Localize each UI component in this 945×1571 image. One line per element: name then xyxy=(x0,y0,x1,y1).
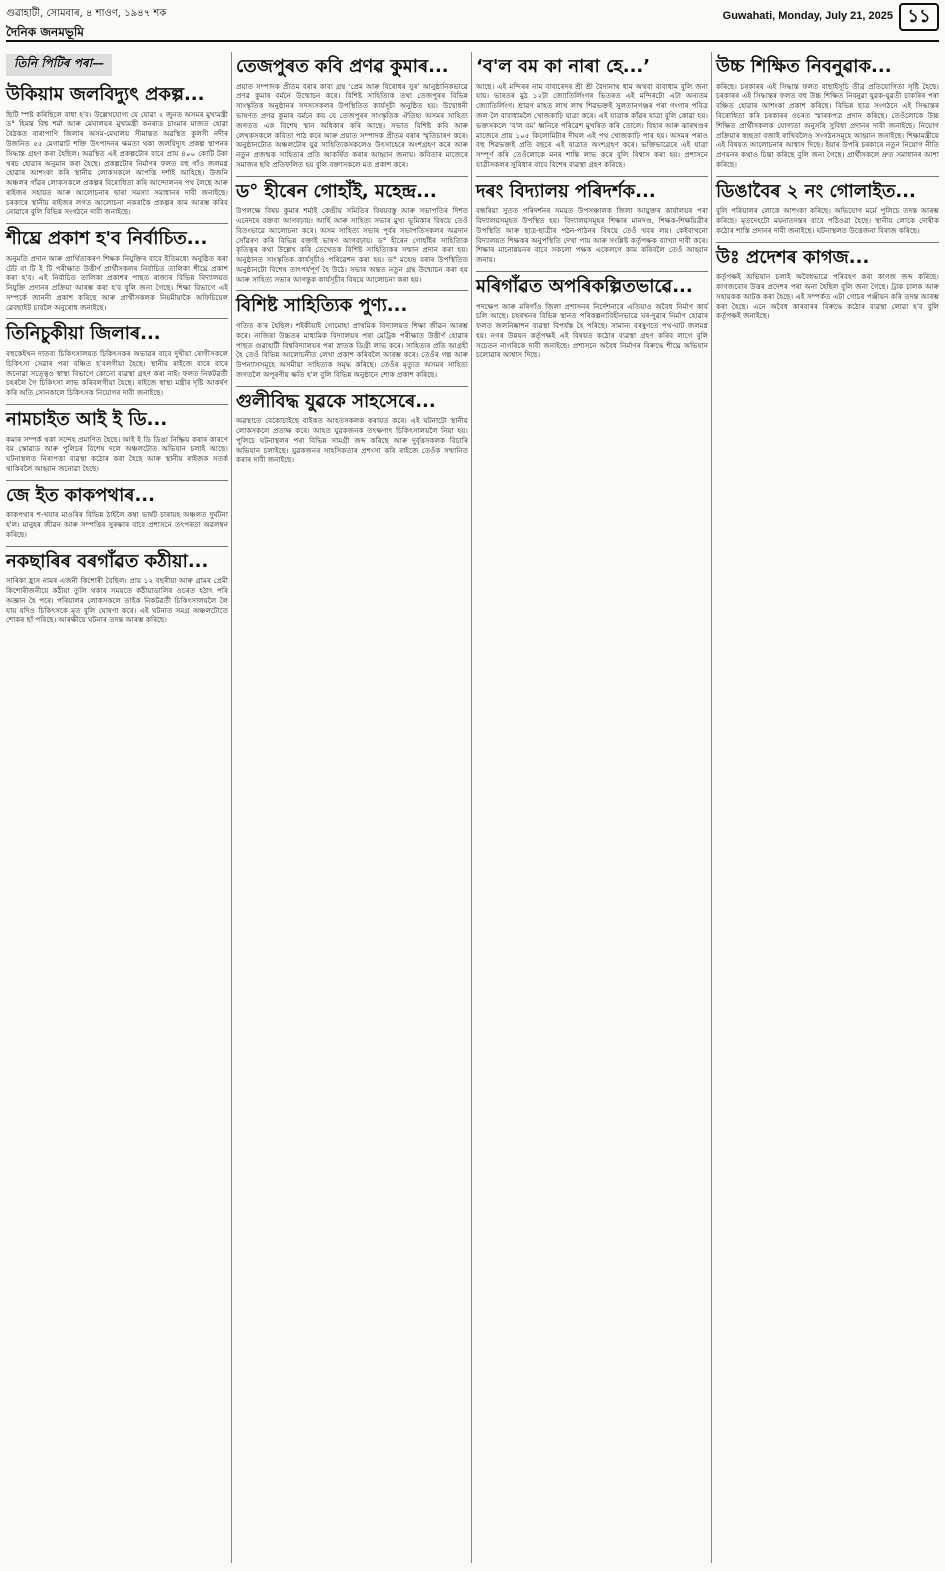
divider xyxy=(716,242,939,243)
headline-tinsukia: তিনিচুকীয়া জিলাৰ... xyxy=(6,323,161,345)
headline-kakpathar: জে ইত কাকপথাৰ... xyxy=(6,484,155,506)
article-body: কাকপথাৰ শ-খযাৰ মাওৰিৰ বিভিন্ন ঠাইলৈ কম্বা ভাৰ্ষট চাৰায়হ অঞ্চলত দুৰ্ঘটনা হ'ল। মানুহৰ জীৱন আৰু সম্পত্তিৰ সুৰক্ষাৰ বাবে প্ৰশাসনে তৎপৰতা অৱলম্বন কৰিছে। xyxy=(6,510,231,539)
article-body: অৱস্থাতে বেকোচাইছে বাইকত আহতসকলক কৰায়ত কৰে। এই ঘটনাটো স্থানীয় লোকসকলে প্ৰত্যক্ষ কৰে। আহত যুৱকজনক তৎক্ষণাৎ চিকিৎসালয়লৈ নিয়া হয়। পুলিচে ঘটনাস্থলৰ পৰা বিভিন্ন সামগ্ৰী জব্দ কৰিছে আৰু দুৰ্বৃত্তসকলক বিচাৰি অভিযান চলাইছে। যুৱকজনৰ সাহসিকতাৰ প্ৰশংসা কৰি ৰাইজে তেওঁক সন্মানিত কৰাৰ দাবী জনাইছে। xyxy=(236,416,471,465)
column-3 xyxy=(476,52,711,1563)
article-body: কৰিছে। চৰকাৰৰ এই সিদ্ধান্ত ফলত বাছাইসূচি তীব্ৰ প্ৰতিযোগিতা সৃষ্টি হৈছে। চৰকাৰৰ এই সিদ্ধান্তৰ ফলত বহু উচ্চ শিক্ষিত নিবনুৱা যুৱক-যুৱতী চাকৰিৰ পৰা বঞ্চিত হোৱাৰ আশংকা প্ৰকাশ কৰিছে। বিভিন্ন ছাত্ৰ সংগঠনে এই সিদ্ধান্তৰ বিৰোধিতা কৰি চৰকাৰৰ ওচৰত স্মাৰকপত্ৰ প্ৰদান কৰিছে। তেওঁলোকে উচ্চ শিক্ষিত প্ৰাৰ্থীসকলক যোগ্যতা অনুসৰি সুবিধা প্ৰদানৰ দাবী জনাইছে। নিয়োগ প্ৰক্ৰিয়াৰ স্বচ্ছতা বজাই ৰাখিবলৈও সংগঠনসমূহে আহ্বান জনাইছে। শিক্ষামন্ত্ৰীয়ে এই বিষয়ত আলোচনাৰ আশ্বাস দিছে। ইয়াৰ উপৰি চৰকাৰে নতুন নিয়োগ নীতি প্ৰণয়নৰ কথাও চিন্তা কৰিছে বুলি জনা গৈছে। প্ৰাৰ্থীসকলে দ্ৰুত সমাধানৰ আশা কৰিছে। xyxy=(716,81,942,169)
headline-up-paper: উঃ প্ৰদেশৰ কাগজ... xyxy=(716,246,870,268)
article-body: অনুমতি প্ৰদান আৰু প্ৰাৰ্থিতাকৰণ শিক্ষক নিযুক্তিৰ বাবে ইতিমধ্যে অনুষ্ঠিত কৰা টেট বা টি ই টি পৰীক্ষাত উত্তীৰ্ণ প্ৰাৰ্থীসকলৰ নিৰ্বাচিত তালিকা শীঘ্ৰে প্ৰকাশ কৰা হ'ব। এই নিৰ্বাচিত তালিকা প্ৰকাশৰ পাছত ৰাজ্যৰ বিভিন্ন বিদ্যালয়ত নিযুক্তি প্ৰদানৰ প্ৰক্ৰিয়া আৰম্ভ কৰা হ'ব বুলি জনা গৈছে। শিক্ষা বিভাগে এই সম্পৰ্কে জাননী প্ৰকাশ কৰিছে আৰু প্ৰাৰ্থীসকলক নিয়মীয়াকৈ অফিচিয়েল ৱেবছাইট চাবলৈ অনুৰোধ জনাইছে। xyxy=(6,253,231,312)
divider xyxy=(476,271,708,272)
headline-dingabai: ডিঙাবৈৰ ২ নং গোলাইত... xyxy=(716,180,916,202)
article-body: গতিত ক'ৰ হৈছিল। শইকীয়াই গোমোহা প্ৰাথমিক বিদ্যালয়ত শিক্ষা জীৱন আৰম্ভ কৰে। নাজিৰা উচ্চতৰ মাধ্যমিক বিদ্যালয়ৰ পৰা মেট্ৰিক পৰীক্ষাত উত্তীৰ্ণ হোৱাৰ পাছত গুৱাহাটী বিশ্ববিদ্যালয়ৰ পৰা স্নাতক ডিগ্ৰী লাভ কৰে। সাহিত্যৰ প্ৰতি আগ্ৰহী হৈ তেওঁ বিভিন্ন আলোচনীত লেখা প্ৰকাশ কৰিবলৈ আৰম্ভ কৰে। তেওঁৰ গল্প আৰু উপন্যাসসমূহে অসমীয়া সাহিত্যক সমৃদ্ধ কৰিছে। তেওঁৰ মৃত্যুত অসমৰ সাহিত্য জগতলৈ অপূৰণীয় ক্ষতি হ'ল বুলি বিভিন্ন অনুষ্ঠানে শোক প্ৰকাশ কৰিছে। xyxy=(236,321,471,379)
divider xyxy=(6,404,228,405)
masthead xyxy=(0,0,945,48)
paper-name: দৈনিক জনমভূমি xyxy=(6,25,84,39)
headline-selected-list: শীঘ্ৰে প্ৰকাশ হ'ব নিৰ্বাচিত... xyxy=(6,228,208,250)
article-body: পদক্ষেপ আৰু মৰিগাঁও জিলা প্ৰশাসনৰ নিৰ্দেশনাৰে এতিয়াও অবৈধ নিৰ্মাণ কাৰ্য চলি আছে। চহৰখনৰ বিভিন্ন স্থানত পৰিকল্পনাবিহীনভাৱে ঘৰ-দুৱাৰ নিৰ্মাণ হোৱাৰ ফলত জলনিষ্কাশন ব্যৱস্থা বিপৰ্যস্ত হৈ পৰিছে। সামান্য বৰষুণতে পথ-ঘাট জলমগ্ন হয়। নগৰ উন্নয়ন কৰ্তৃপক্ষই এই বিষয়ত কঠোৰ ব্যৱস্থা গ্ৰহণ কৰিব লাগে বুলি সচেতন নাগৰিকে দাবী জনাইছে। প্ৰশাসনে অবৈধ নিৰ্মাণৰ বিৰুদ্ধে শীঘ্ৰে অভিযান চলোৱাৰ আশ্বাস দিছে। xyxy=(476,301,711,360)
article-body: আছে। এই মন্দিৰৰ নাম বাবাৰেদৰ শ্ৰী শ্ৰী বৈদ্যনাথ ধাম অথবা বাবাধাম বুলি জনা যায়। ভাৰতৰ মুঠ ১২টা জ্যোতিৰ্লিংগৰ ভিতৰত এই মন্দিৰটো এটা অন্যতম জ্যোতিৰ্লিংগ। শ্ৰাৱণ মাহত লাখ লাখ শিৱভক্তই সুলতানগঞ্জৰ পৰা গংগাৰ পবিত্ৰ জল লৈ বাবাধামলৈ খোজকাঢ়ি যাত্ৰা কৰে। এই যাত্ৰাক কাঁৱৰ যাত্ৰা বুলি কোৱা হয়। ভক্তসকলে ‘ব'ল বম’ ধ্বনিৰে পৰিৱেশ মুখৰিত কৰি তোলে। বিহাৰ আৰু ঝাৰখণ্ডৰ মাজেৰে প্ৰায় ১০৫ কিলোমিটাৰ দীঘল এই পথ খোজকাঢ়ি পাৰ হয়। অসমৰ পৰাও বহু শিৱভক্তই প্ৰতি বছৰে এই যাত্ৰাত অংশগ্ৰহণ কৰে। ভক্তিভাৱেৰে এই যাত্ৰা সম্পূৰ্ণ কৰি তেওঁলোকে মনৰ শান্তি লাভ কৰে বুলি বিশ্বাস কৰা হয়। প্ৰশাসনে যাত্ৰীসকলৰ সুবিধাৰ বাবে বিশেষ ব্যৱস্থা গ্ৰহণ কৰিছে। xyxy=(476,81,711,169)
article-body: কৰ্তৃপক্ষই অভিযান চলাই অবৈধভাৱে পৰিবহণ কৰা কাগজ জব্দ কৰিছে। কাগজবোৰ উত্তৰ প্ৰদেশৰ পৰা অনা হৈছিল বুলি জনা গৈছে। ট্ৰাক চালক আৰু সহায়কক আটক কৰা হৈছে। এই সম্পৰ্কত এটা গোচৰ পঞ্জীয়ন কৰি তদন্ত আৰম্ভ কৰা হৈছে। এনে অবৈধ কাৰবাৰৰ বিৰুদ্ধে কঠোৰ ব্যৱস্থা লোৱা হ'ব বুলি কৰ্তৃপক্ষই জনাইছে। xyxy=(716,272,942,321)
article-body: বহুকেইখন দাতব্য চিকিৎসালয়ত চিকিৎসকৰ অভাৱৰ বাবে দুখীয়া ৰোগীসকলে চিকিৎসা সেৱাৰ পৰা বঞ্চিত হ'বলগীয়া হৈছে। স্থানীয় ৰাইজে বাৰে বাৰে জনোৱা সত্ত্বেও স্বাস্থ্য বিভাগে কোনো ব্যৱস্থা গ্ৰহণ কৰা নাই। ফলত নিকটৱৰ্তী চহৰলৈ গৈ চিকিৎসা লাভ কৰিবলগীয়া হৈছে। ৰাইজে স্বাস্থ্য মন্ত্ৰীৰ দৃষ্টি আকৰ্ষণ কৰি অতি সোনকালে চিকিৎসক নিয়োগৰ দাবী জনাইছে। xyxy=(6,349,231,398)
divider xyxy=(6,318,228,319)
section-kicker: তিনি পিটিৰ পৰা— xyxy=(6,54,112,76)
column-divider xyxy=(711,52,712,1563)
headline-nakchari: নকছাৰিৰ বৰগাঁৱত কঠীয়া... xyxy=(6,550,209,572)
headline-darrang-inspector: দৰং বিদ্যালয় পৰিদৰ্শক... xyxy=(476,180,656,202)
headline-hiren-gohain: ড° হীৰেন গোহাঁই, মহেন্দ্ৰ... xyxy=(236,180,437,202)
article-body: সাৰিকা হ্ৰাস নামৰ এজনী কিশোৰী বৈছিল। প্ৰায় ১২ বছৰীয়া আৰু গ্ৰামৰ প্ৰেমী কিশোৰীজনীয়ে কঠীয়া তুলি থকাৰ সময়তে কঠীয়াডালিৰ ওচৰত হঠাৎ পৰি অজ্ঞান হৈ পৰে। পৰিয়ালৰ লোকসকলে তাইক নিকটৱৰ্তী চিকিৎসালয়লৈ লৈ যায় যদিও চিকিৎসকে মৃত বুলি ঘোষণা কৰে। এই ঘটনাত সমগ্ৰ অঞ্চলটোতে শোকৰ ছাঁ পৰিছে। আৰক্ষীয়ে ঘটনাৰ তদন্ত আৰম্ভ কৰিছে। xyxy=(6,576,231,625)
headline-namsai-ied: নামচাইত আই ই ডি... xyxy=(6,408,168,430)
dateline-english: Guwahati, Monday, July 21, 2025 xyxy=(722,10,893,22)
divider xyxy=(6,546,228,547)
article-body: উপলক্ষে বিষয় কুমাৰ শৰ্মাই কেন্দ্ৰীয় সমিতিৰ বিষয়বস্তু আৰু সভাপতিৰ দিশত এনেদৰে বক্তব্য আগবঢ়ায়। আৰ্হি আৰু সাহিত্য সভাৰ মুখ্য ভূমিকাৰ বিষয়ে তেওঁ বিতংভাৱে আলোচনা কৰে। অসম সাহিত্য সভাৰ পূৰ্বৰ সভাপতিসকলৰ অৱদান সোঁৱৰণ কৰি বিভিন্ন বক্তাই ভাষণ আগবঢ়ায়। ড° হীৰেন গোহাঁইৰ সাহিত্যিক কৃতিত্বৰ কথা উল্লেখ কৰি তেখেতক বিশিষ্ট সাহিত্যিকৰ সন্মান প্ৰদান কৰা হয়। অনুষ্ঠানত সাংস্কৃতিক কাৰ্যসূচীও পৰিৱেশন কৰা হয়। ড° মহেন্দ্ৰ বৰাৰ উপস্থিতিত অনুষ্ঠানটো বিশেষ তাৎপৰ্যপূৰ্ণ হৈ উঠে। সভাৰ অন্তত নতুন গ্ৰন্থ উন্মোচন কৰা হয় আৰু সাহিত্য সভাৰ আগন্তুক কাৰ্যসূচীৰ বিষয়ে আলোচনা কৰা হয়। xyxy=(236,206,471,284)
divider xyxy=(236,176,468,177)
article-body: প্ৰয়াত সম্পাদক প্ৰীতম বৰাৰ কাব্য গ্ৰন্থ ‘প্ৰেম আৰু বিৰোধৰ সুৰ’ আনুষ্ঠানিকভাৱে প্ৰণৱ কুমাৰ বৰ্মনে উন্মোচন কৰে। বিশিষ্ট সাহিত্যিক তথা তেজপুৰৰ বিভিন্ন সাংস্কৃতিক অনুষ্ঠানৰ সদস্যসকলৰ উপস্থিতিত কাৰ্যসূচী অনুষ্ঠিত হয়। উদ্বোধনী ভাষণত প্ৰণৱ কুমাৰ বৰ্মনে কয় যে তেজপুৰৰ সাংস্কৃতিক ঐতিহ্য অসমৰ সাহিত্য জগতত এক বিশেষ স্থান অধিকাৰ কৰি আছে। সভাত বিশিষ্ট কবি আৰু লেখকসকলে কবিতা পাঠ কৰে আৰু প্ৰয়াত সম্পাদক প্ৰীতম বৰাৰ স্মৃতিচাৰণ কৰে। অনুষ্ঠানটোত অঞ্চলটোৰ যুৱ সাহিত্যিকসকলেও উৎসাহেৰে অংশগ্ৰহণ কৰে আৰু নতুন প্ৰজন্মক সাহিত্যৰ প্ৰতি আকৰ্ষিত কৰাৰ আহ্বান জনায়। কবিতাৰ মাজেৰে সমাজৰ ছবি প্ৰতিফলিত হয় বুলি বক্তাসকলে মত প্ৰকাশ কৰে। xyxy=(236,81,471,169)
divider xyxy=(716,176,939,177)
article-body: কমাৰ সম্পৰ্ক থকা সন্দেহ প্ৰমাণিত হৈছে। আই ই ডি ডিঙা নিষ্ক্ৰিয় কৰাৰ কাৰণে বম স্কোৱাড আৰু পুলিচৰ বিশেষ দলে অঞ্চলটোত অভিযান চলাই আছে। ঘটনাস্থলত নিৰাপত্তা ব্যৱস্থা কঠোৰ কৰা হৈছে আৰু স্থানীয় ৰাইজক সতৰ্ক থাকিবলৈ আহ্বান জনোৱা হৈছে। xyxy=(6,434,231,473)
dateline-assamese: গুৱাহাটী, সোমবাৰ, ৪ শাওণ, ১৯৪৭ শক xyxy=(6,8,167,19)
headline-educated-unemployed: উচ্চ শিক্ষিত নিবনুৱাক... xyxy=(716,56,892,77)
article-body: ছিটি স্পষ্ট কৰিছিলে বাধা হ'ব। উল্লেখযোগ্য যে যোৱা ২ জুনত অসমৰ মুখ্যমন্ত্ৰী ড° হিমন্ত বিশ্ব শৰ্মা আৰু মেঘালয়ৰ মুখ্যমন্ত্ৰী কনৰাড চাংমাৰ মাজত হোৱা বৈঠকত বাৰাপাণি জিলাৰ অসম-মেঘালয় সীমান্তত অৱস্থিত কুলসী নদীৰ উজনিত ৫৫ মেগাৱাট শক্তি উৎপাদনৰ ক্ষমতা থকা জলবিদ্যুৎ প্ৰকল্প স্থাপনৰ সিদ্ধান্ত গ্ৰহণ কৰা হৈছিল। অৱস্থিত এই প্ৰকল্পটোৰ বাবে প্ৰায় ৪০০ কোটি টকা খৰচ হোৱাৰ অনুমান কৰা হৈছে। প্ৰকল্পটোৰ নিৰ্মাণৰ ফলত বহু গাঁও জলমগ্ন হোৱাৰ আশংকা কৰি স্থানীয় লোকসকলে আপত্তি দৰ্শাই আহিছে। উজনি অঞ্চলৰ গাঁৱৰ লোকসকলে প্ৰকল্পৰ বিৰোধিতা কৰি আন্দোলনৰ পথ লৈছে আৰু ৰাইজৰ সহায়ত আৰু আলোচনাৰ দ্বাৰা সমস্যা সমাধানৰ দাবী জনাইছে। চৰকাৰে স্থানীয় ৰাইজৰ লগত আলোচনা নকৰাকৈ প্ৰকল্পৰ কাম আৰম্ভ কৰিব নোৱাৰে বুলি বিভিন্ন সংগঠনে দাবী জনাইছে। xyxy=(6,109,231,217)
masthead-rule xyxy=(6,40,939,42)
headline-tezpur-poet: তেজপুৰত কবি প্ৰণৱ কুমাৰ... xyxy=(236,56,449,77)
headline-bol-bom: ‘ব'ল বম কা নাৰা হে...’ xyxy=(476,56,651,77)
column-divider xyxy=(471,52,472,1563)
headline-shot-youth: গুলীবিদ্ধ যুৱকে সাহসেৰে... xyxy=(236,390,436,412)
headline-literary-figure: বিশিষ্ট সাহিত্যিক পুণ্য... xyxy=(236,295,408,317)
divider xyxy=(236,290,468,291)
page-number: ১১ xyxy=(899,3,939,31)
headline-ukiam-hydro: উকিয়াম জলবিদ্যুৎ প্ৰকল্প... xyxy=(6,84,205,105)
divider xyxy=(6,480,228,481)
divider xyxy=(6,223,228,224)
article-body: বন্ধৰিয়া সুতত পৰিদৰ্শনৰ সময়ত উপসঞ্চালক জিলা আয়ুক্তৰ কাৰ্যালয়ৰ পৰা বিদ্যালয়সমূহত উপস্থিত হয়। বিদ্যালয়সমূহৰ শিক্ষাৰ মানদণ্ড, শিক্ষক-শিক্ষয়িত্ৰীৰ উপস্থিতি আৰু ছাত্ৰ-ছাত্ৰীৰ পঠন-পাঠনৰ বিষয়ে তেওঁ খবৰ লয়। কেইবাখনো বিদ্যালয়ত শিক্ষকৰ অনুপস্থিতি দেখা পায় আৰু সংশ্লিষ্ট কৰ্তৃপক্ষক ব্যাখ্যা দাবী কৰে। শিক্ষাৰ মানোন্নয়নৰ বাবে সকলো পক্ষক একেলগে কাম কৰিবলৈ তেওঁ আহ্বান জনায়। xyxy=(476,206,711,265)
headline-morigaon: মৰিগাঁৱত অপৰিকল্পিতভাৱে... xyxy=(476,275,693,297)
divider xyxy=(236,386,468,387)
column-4 xyxy=(716,52,942,1563)
divider xyxy=(476,176,708,177)
article-body: বুলি পৰিয়ালৰ লোকে আশংকা কৰিছে। অভিযোগ মৰ্মে পুলিচে তদন্ত আৰম্ভ কৰিছে। মৃতদেহটো ময়নাতদন্তৰ বাবে পঠিওৱা হৈছে। স্থানীয় লোকে দোষীক কঠোৰ শাস্তি প্ৰদানৰ দাবী জনাইছে। ঘটনাস্থলত উত্তেজনা বিৰাজ কৰিছে। xyxy=(716,206,942,235)
column-1 xyxy=(6,52,231,1563)
column-2 xyxy=(236,52,471,1563)
column-divider xyxy=(231,52,232,1563)
